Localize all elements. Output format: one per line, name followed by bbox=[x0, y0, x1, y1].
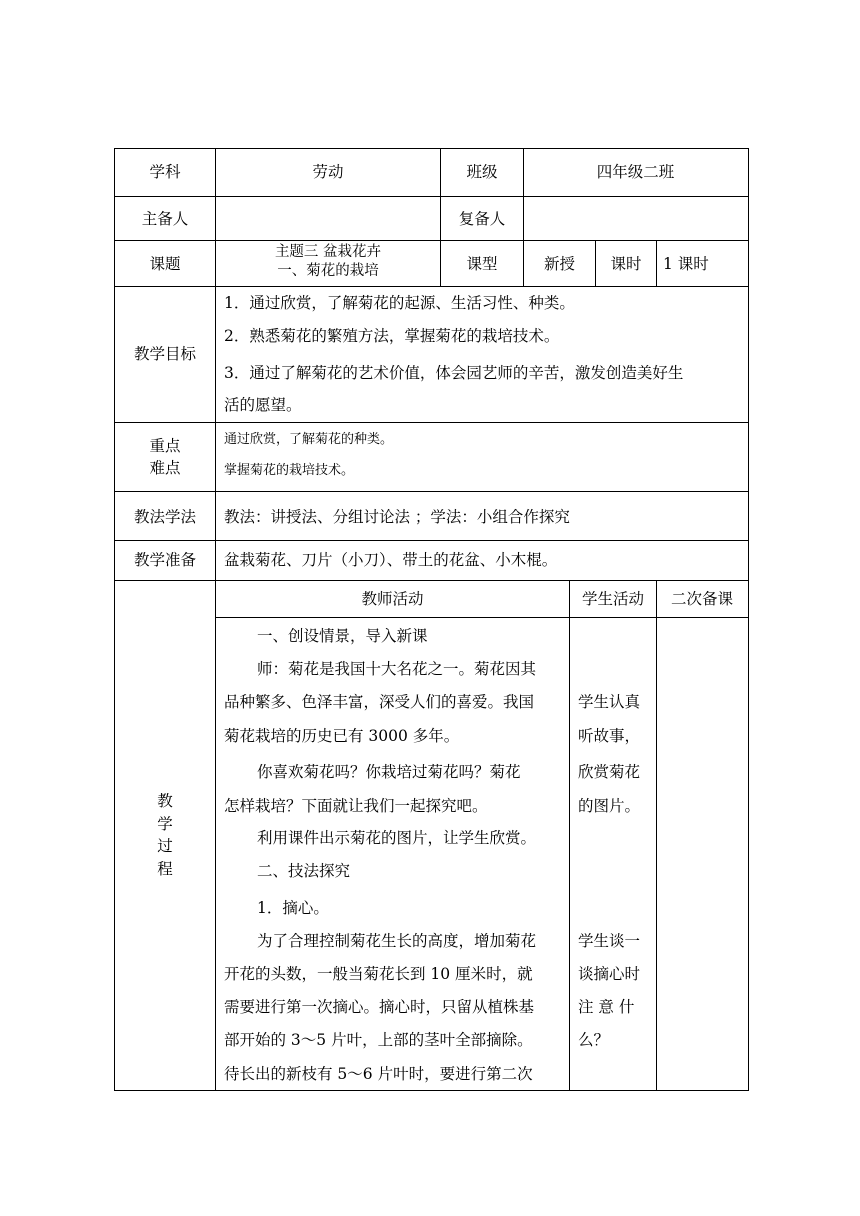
goals-label: 教学目标 bbox=[133, 345, 196, 363]
teacher-line: 菊花栽培的历史已有 3000 多年。 bbox=[224, 727, 460, 745]
class-value: 四年级二班 bbox=[596, 163, 675, 181]
second-prep-header: 二次备课 bbox=[670, 590, 733, 608]
teacher-line: 需要进行第一次摘心。摘心时，只留从植株基 bbox=[224, 998, 535, 1016]
prep-label: 教学准备 bbox=[133, 551, 196, 569]
student-line: 么？ bbox=[578, 1031, 610, 1049]
hours-label: 课时 bbox=[610, 255, 642, 273]
row-divider bbox=[114, 491, 748, 492]
subject-value: 劳动 bbox=[312, 163, 344, 181]
process-label-char: 过 bbox=[157, 837, 173, 855]
student-activity-header: 学生活动 bbox=[581, 590, 644, 608]
process-label-char: 教 bbox=[157, 792, 173, 810]
preparer-label: 主备人 bbox=[141, 210, 189, 228]
teacher-line: 怎样栽培？下面就让我们一起探究吧。 bbox=[224, 797, 488, 815]
difficulty-label: 难点 bbox=[149, 459, 181, 477]
process-label-char: 学 bbox=[157, 815, 173, 833]
row-divider bbox=[114, 422, 748, 423]
prep-value: 盆栽菊花、刀片（小刀）、带土的花盆、小木棍。 bbox=[224, 551, 558, 569]
topic-line-1: 主题三 盆栽花卉 bbox=[274, 244, 382, 260]
row-divider bbox=[114, 580, 748, 581]
student-line: 听故事， bbox=[578, 727, 641, 745]
teacher-line: 你喜欢菊花吗？你栽培过菊花吗？菊花 bbox=[257, 763, 521, 781]
type-value: 新授 bbox=[543, 255, 575, 273]
student-line: 学生谈一 bbox=[578, 932, 641, 950]
student-line: 的图片。 bbox=[578, 797, 641, 815]
teacher-line: 部开始的 3～5 片叶，上部的茎叶全部摘除。 bbox=[224, 1031, 533, 1049]
row-divider bbox=[114, 286, 748, 287]
methods-label: 教法学法 bbox=[133, 508, 196, 526]
teacher-line: 为了合理控制菊花生长的高度，增加菊花 bbox=[257, 932, 537, 950]
teacher-line: 二、技法探究 bbox=[257, 862, 351, 880]
teacher-line: 开花的头数，一般当菊花长到 10 厘米时，就 bbox=[224, 965, 533, 983]
teacher-line: 利用课件出示菊花的图片，让学生欣赏。 bbox=[257, 829, 537, 847]
hours-value: 1 课时 bbox=[663, 255, 709, 273]
methods-value: 教法：讲授法、分组讨论法 ；学法：小组合作探究 bbox=[224, 508, 570, 526]
teacher-line: 1．摘心。 bbox=[257, 899, 329, 917]
subject-label: 学科 bbox=[149, 163, 181, 181]
goal-line: 2．熟悉菊花的繁殖方法，掌握菊花的栽培技术。 bbox=[224, 327, 560, 345]
teacher-line: 师：菊花是我国十大名花之一。菊花因其 bbox=[257, 660, 537, 678]
topic-label: 课题 bbox=[149, 255, 181, 273]
keypoint-label: 重点 bbox=[149, 437, 181, 455]
column-divider bbox=[656, 580, 657, 1090]
keypoint-text: 通过欣赏，了解菊花的种类。 bbox=[224, 432, 394, 447]
class-label: 班级 bbox=[466, 163, 498, 181]
co-preparer-label: 复备人 bbox=[458, 210, 506, 228]
student-line: 谈摘心时 bbox=[578, 965, 641, 983]
goal-line: 1．通过欣赏，了解菊花的起源、生活习性、种类。 bbox=[224, 294, 575, 312]
student-line: 学生认真 bbox=[578, 693, 641, 711]
teacher-activity-header: 教师活动 bbox=[361, 590, 424, 608]
row-divider bbox=[114, 540, 748, 541]
teacher-line: 待长出的新枝有 5～6 片叶时，要进行第二次 bbox=[224, 1065, 533, 1083]
row-divider bbox=[114, 196, 748, 197]
goal-line: 3．通过了解菊花的艺术价值，体会园艺师的辛苦，激发创造美好生 bbox=[224, 364, 684, 382]
teacher-line: 品种繁多、色泽丰富，深受人们的喜爱。我国 bbox=[224, 693, 535, 711]
type-label: 课型 bbox=[466, 255, 498, 273]
column-divider bbox=[569, 580, 570, 1090]
difficulty-text: 掌握菊花的栽培技术。 bbox=[224, 463, 355, 478]
goal-line: 活的愿望。 bbox=[224, 396, 302, 414]
student-line: 注 意 什 bbox=[578, 998, 635, 1016]
process-label-char: 程 bbox=[157, 860, 173, 878]
row-divider bbox=[114, 240, 748, 241]
student-line: 欣赏菊花 bbox=[578, 763, 641, 781]
column-divider bbox=[656, 240, 657, 286]
topic-line-2: 一、菊花的栽培 bbox=[277, 263, 379, 279]
row-divider bbox=[215, 617, 748, 618]
teacher-line: 一、创设情景，导入新课 bbox=[257, 627, 428, 645]
column-divider bbox=[215, 148, 216, 1090]
